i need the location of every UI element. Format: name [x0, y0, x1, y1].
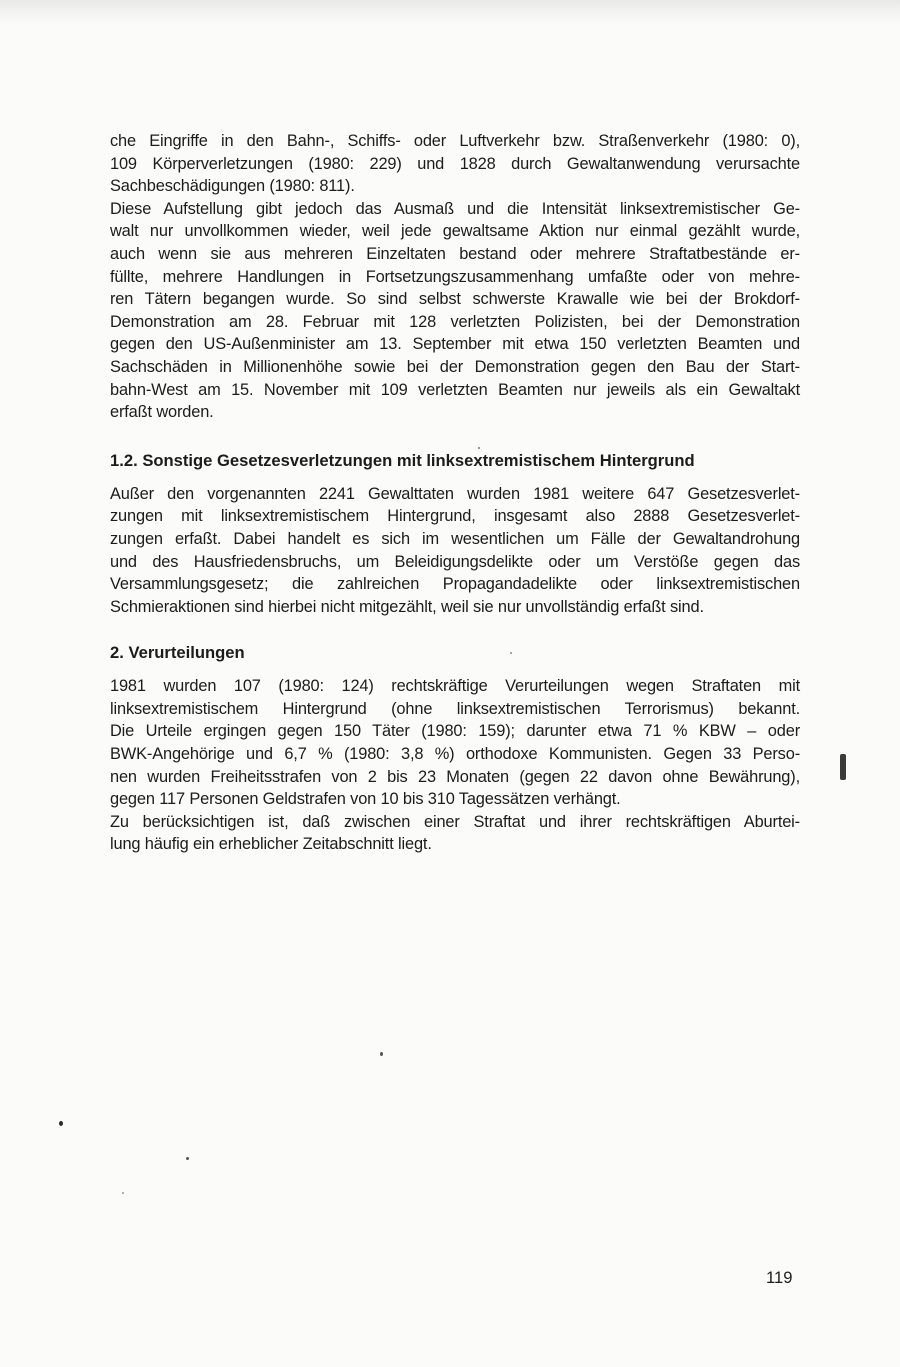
text-line: gegen 117 Personen Geldstrafen von 10 bis 310 Tagessätzen verhängt.: [110, 790, 621, 809]
text-line: Sachbeschädigungen (1980: 811).: [110, 177, 355, 196]
paragraph-other-offences: [110, 483, 800, 619]
paragraph-violence-statistics: [110, 130, 800, 424]
page-content: [110, 130, 800, 856]
text-line: gegen den US-Außenminister am 13. September mit etwa 150 verletzten Beamten und: [110, 335, 800, 354]
scan-speck: [380, 1052, 383, 1056]
text-line: Außer den vorgenannten 2241 Gewalttaten wurden 1981 weitere 647 Gesetzesverlet-: [110, 484, 800, 503]
text-line: Sachschäden in Millionenhöhe sowie bei der Demonstration gegen den Bau der Start-: [110, 357, 800, 376]
text-line: lung häufig ein erheblicher Zeitabschnitt liegt.: [110, 835, 432, 854]
scan-speck: [510, 652, 512, 654]
text-line: Zu berücksichtigen ist, daß zwischen einer Straftat und ihrer rechtskräftigen Aburtei-: [110, 812, 800, 831]
scan-speck: [59, 1121, 63, 1126]
text-line: walt nur unvollkommen wieder, weil jede gewaltsame Aktion nur einmal gezählt wurde,: [110, 222, 800, 241]
scan-speck: [122, 1192, 124, 1194]
text-line: zungen erfaßt. Dabei handelt es sich im wesentlichen um Fälle der Gewaltandrohung: [110, 529, 800, 548]
text-line: Demonstration am 28. Februar mit 128 verletzten Polizisten, bei der Demonstration: [110, 312, 800, 331]
text-line: füllte, mehrere Handlungen in Fortsetzungszusammenhang umfaßte oder von mehre-: [110, 267, 800, 286]
scan-edge-shadow: [0, 0, 900, 24]
text-line: linksextremistischem Hintergrund (ohne linksextremistischen Terrorismus) bekannt.: [110, 699, 800, 718]
text-line: Schmieraktionen sind hierbei nicht mitgezählt, weil sie nur unvollständig erfaßt sind.: [110, 597, 704, 616]
section-heading-1-2: [110, 450, 800, 472]
page-number: 119: [766, 1268, 793, 1287]
text-line: 109 Körperverletzungen (1980: 229) und 1828 durch Gewaltanwendung verursachte: [110, 154, 800, 173]
text-line: und des Hausfriedensbruchs, um Beleidigungsdelikte oder um Verstöße gegen das: [110, 552, 800, 571]
text-line: ren Tätern begangen wurde. So sind selbst schwerste Krawalle wie bei der Brokdorf-: [110, 290, 800, 309]
text-line: bahn-West am 15. November mit 109 verletzten Beamten nur jeweils als ein Gewaltakt: [110, 380, 800, 399]
scan-speck: [186, 1157, 189, 1160]
text-line: nen wurden Freiheitsstrafen von 2 bis 23 Monaten (gegen 22 davon ohne Bewährung),: [110, 767, 800, 786]
text-line: Versammlungsgesetz; die zahlreichen Propagandadelikte oder linksextremistischen: [110, 575, 800, 594]
text-line: BWK-Angehörige und 6,7 % (1980: 3,8 %) orthodoxe Kommunisten. Gegen 33 Perso-: [110, 745, 800, 764]
section-title: Sonstige Gesetzesverletzungen mit linksextremistischem Hintergrund: [142, 450, 695, 470]
text-line: Die Urteile ergingen gegen 150 Täter (1980: 159); darunter etwa 71 % KBW – oder: [110, 722, 800, 741]
text-line: che Eingriffe in den Bahn-, Schiffs- oder Luftverkehr bzw. Straßenverkehr (1980: 0),: [110, 132, 800, 150]
section-number: 1.2.: [110, 450, 138, 470]
text-line: 1981 wurden 107 (1980: 124) rechtskräftige Verurteilungen wegen Straftaten mit: [110, 677, 800, 696]
margin-mark: [840, 754, 846, 780]
scan-speck: [478, 447, 480, 449]
text-line: auch wenn sie aus mehreren Einzeltaten bestand oder mehrere Straftatbestände er-: [110, 244, 800, 263]
section-heading-2: 2. Verurteilungen: [110, 643, 245, 663]
text-line: Diese Aufstellung gibt jedoch das Ausmaß und die Intensität linksextremistischer Ge-: [110, 199, 800, 218]
text-line: erfaßt worden.: [110, 403, 214, 422]
text-line: zungen mit linksextremistischem Hintergrund, insgesamt also 2888 Gesetzesverlet-: [110, 507, 800, 526]
paragraph-convictions: [110, 675, 800, 856]
